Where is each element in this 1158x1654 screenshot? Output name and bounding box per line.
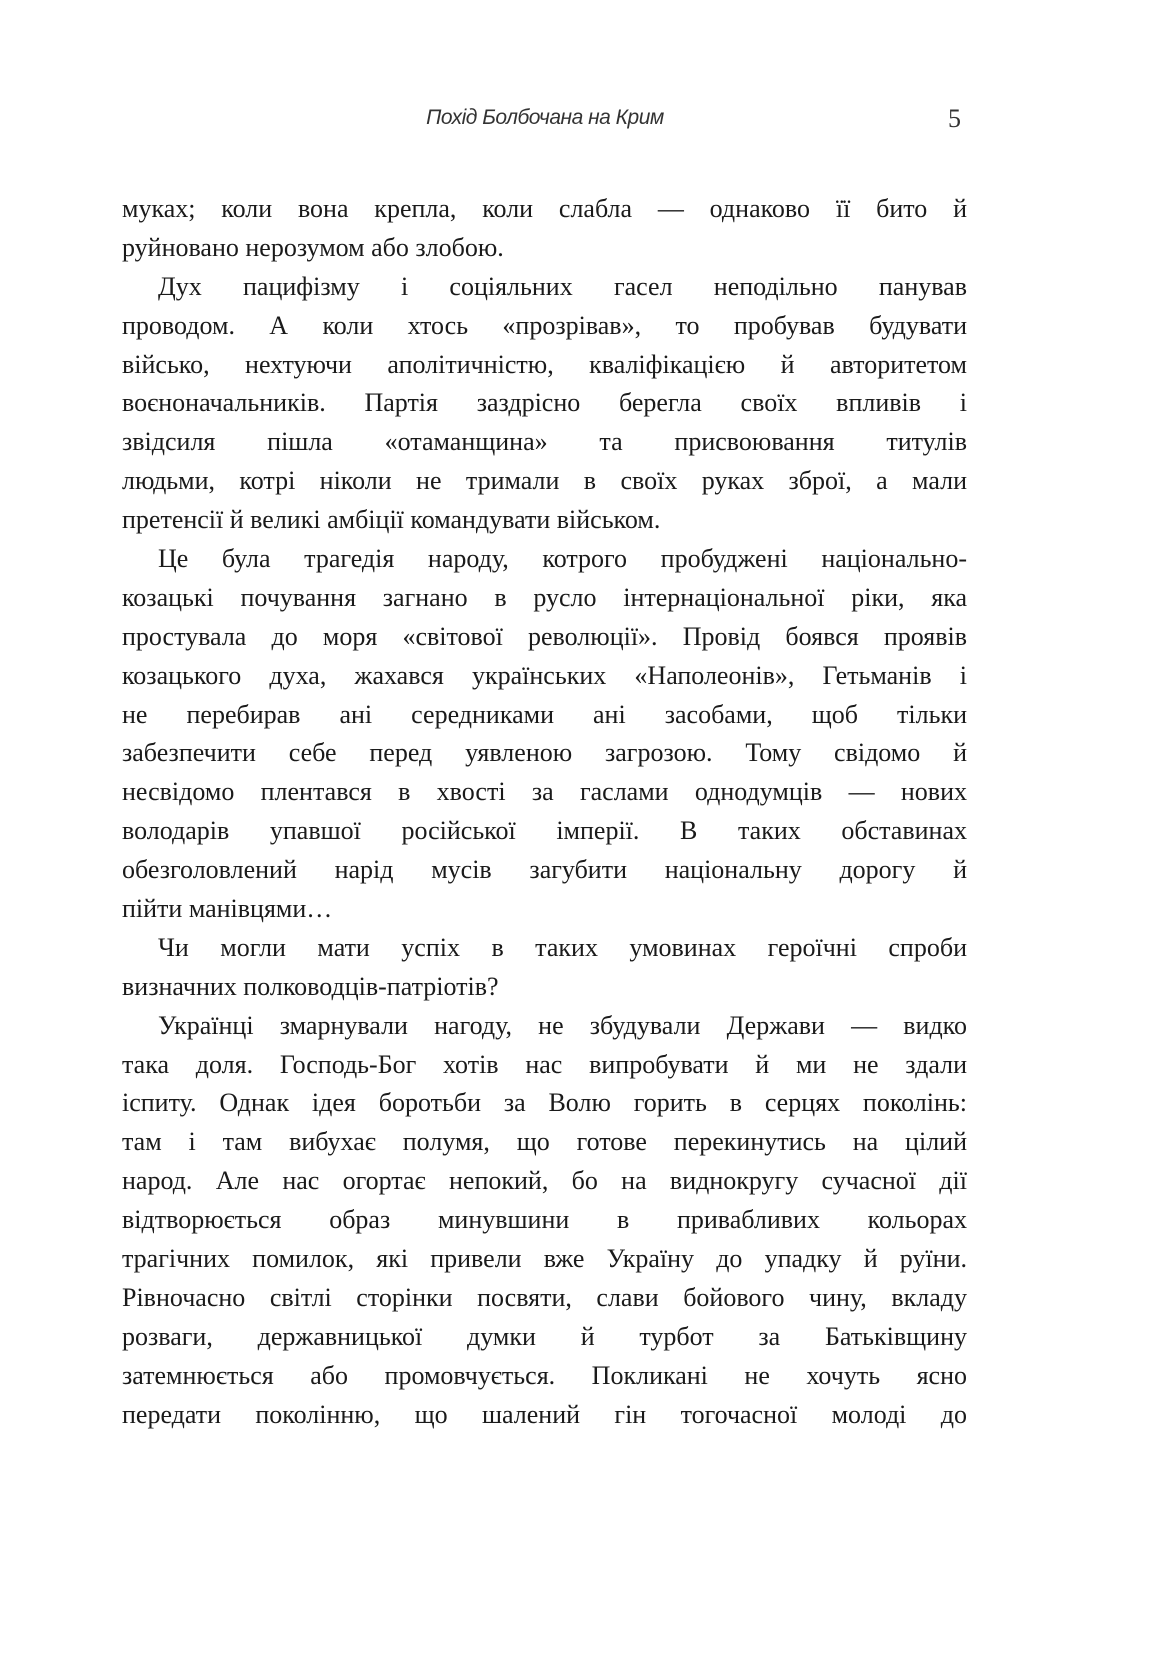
text-line: людьми, котрі ніколи не тримали в своїх руках зброї, а мали (122, 466, 967, 496)
text-line: муках; коли вона крепла, коли слабла — однаково її бито й (122, 194, 967, 223)
text-line: обезголовлений нарід мусів загубити національну дорогу й (122, 855, 967, 885)
text-line: відтворюється образ минувшини в привабливих кольорах (122, 1205, 967, 1235)
text-line: воєноначальників. Партія заздрісно берегла своїх впливів і (122, 388, 967, 418)
text-line: передати поколінню, що шалений гін тогочасної молоді до (122, 1399, 967, 1429)
text-line: козацькі почування загнано в русло інтернаціональної ріки, яка (122, 582, 967, 612)
text-line: пійти манівцями… (122, 894, 333, 924)
text-line: Чи могли мати успіх в таких умовинах героїчні спроби (158, 932, 967, 962)
text-line: володарів упавшої російської імперії. В таких обставинах (122, 816, 967, 846)
text-line: визначних полководців-патріотів? (122, 971, 499, 1001)
text-line: Рівночасно світлі сторінки посвяти, слави бойового чину, вкладу (122, 1282, 967, 1312)
text-line: розваги, державницької думки й турбот за Батьківщину (122, 1321, 967, 1351)
running-head-title: Похід Болбочана на Крим (426, 106, 664, 129)
text-line: Дух пацифізму і соціяльних гасел неподільно панував (158, 271, 967, 301)
text-line: звідсиля пішла «отаманщина» та присвоювання титулів (122, 427, 967, 457)
text-line: несвідомо плентався в хвості за гаслами однодумців — нових (122, 777, 967, 807)
text-line: затемнюється або промовчується. Покликані не хочуть ясно (122, 1360, 967, 1390)
text-line: така доля. Господь-Бог хотів нас випробувати й ми не здали (122, 1049, 967, 1079)
text-line: Це була трагедія народу, котрого пробуджені національно- (158, 544, 967, 574)
text-line: не перебирав ані середниками ані засобами, щоб тільки (122, 699, 967, 729)
text-line: народ. Але нас огортає непокий, бо на виднокругу сучасної дії (122, 1166, 967, 1196)
body-text (122, 190, 967, 1435)
text-line: руйновано нерозумом або злобою. (122, 232, 504, 262)
page-number: 5 (948, 104, 961, 133)
text-line: там і там вибухає полумя, що готове перекинутись на цілий (122, 1127, 967, 1157)
text-line: проводом. А коли хтось «прозрівав», то пробував будувати (122, 310, 967, 340)
text-line: військо, нехтуючи аполітичністю, кваліфікацією й авторитетом (122, 349, 967, 379)
text-line: козацького духа, жахався українських «Наполеонів», Гетьманів і (122, 660, 967, 690)
text-line: Українці змарнували нагоду, не збудували Держави — видко (158, 1010, 967, 1040)
text-line: іспиту. Однак ідея боротьби за Волю горить в серцях поколінь: (122, 1088, 967, 1118)
text-line: забезпечити себе перед уявленою загрозою. Тому свідомо й (122, 738, 967, 768)
text-line: претенсії й великі амбіції командувати військом. (122, 505, 661, 535)
text-line: простувала до моря «світової революції». Провід боявся проявів (122, 621, 967, 651)
text-line: трагічних помилок, які привели вже Україну до упадку й руїни. (122, 1244, 967, 1274)
